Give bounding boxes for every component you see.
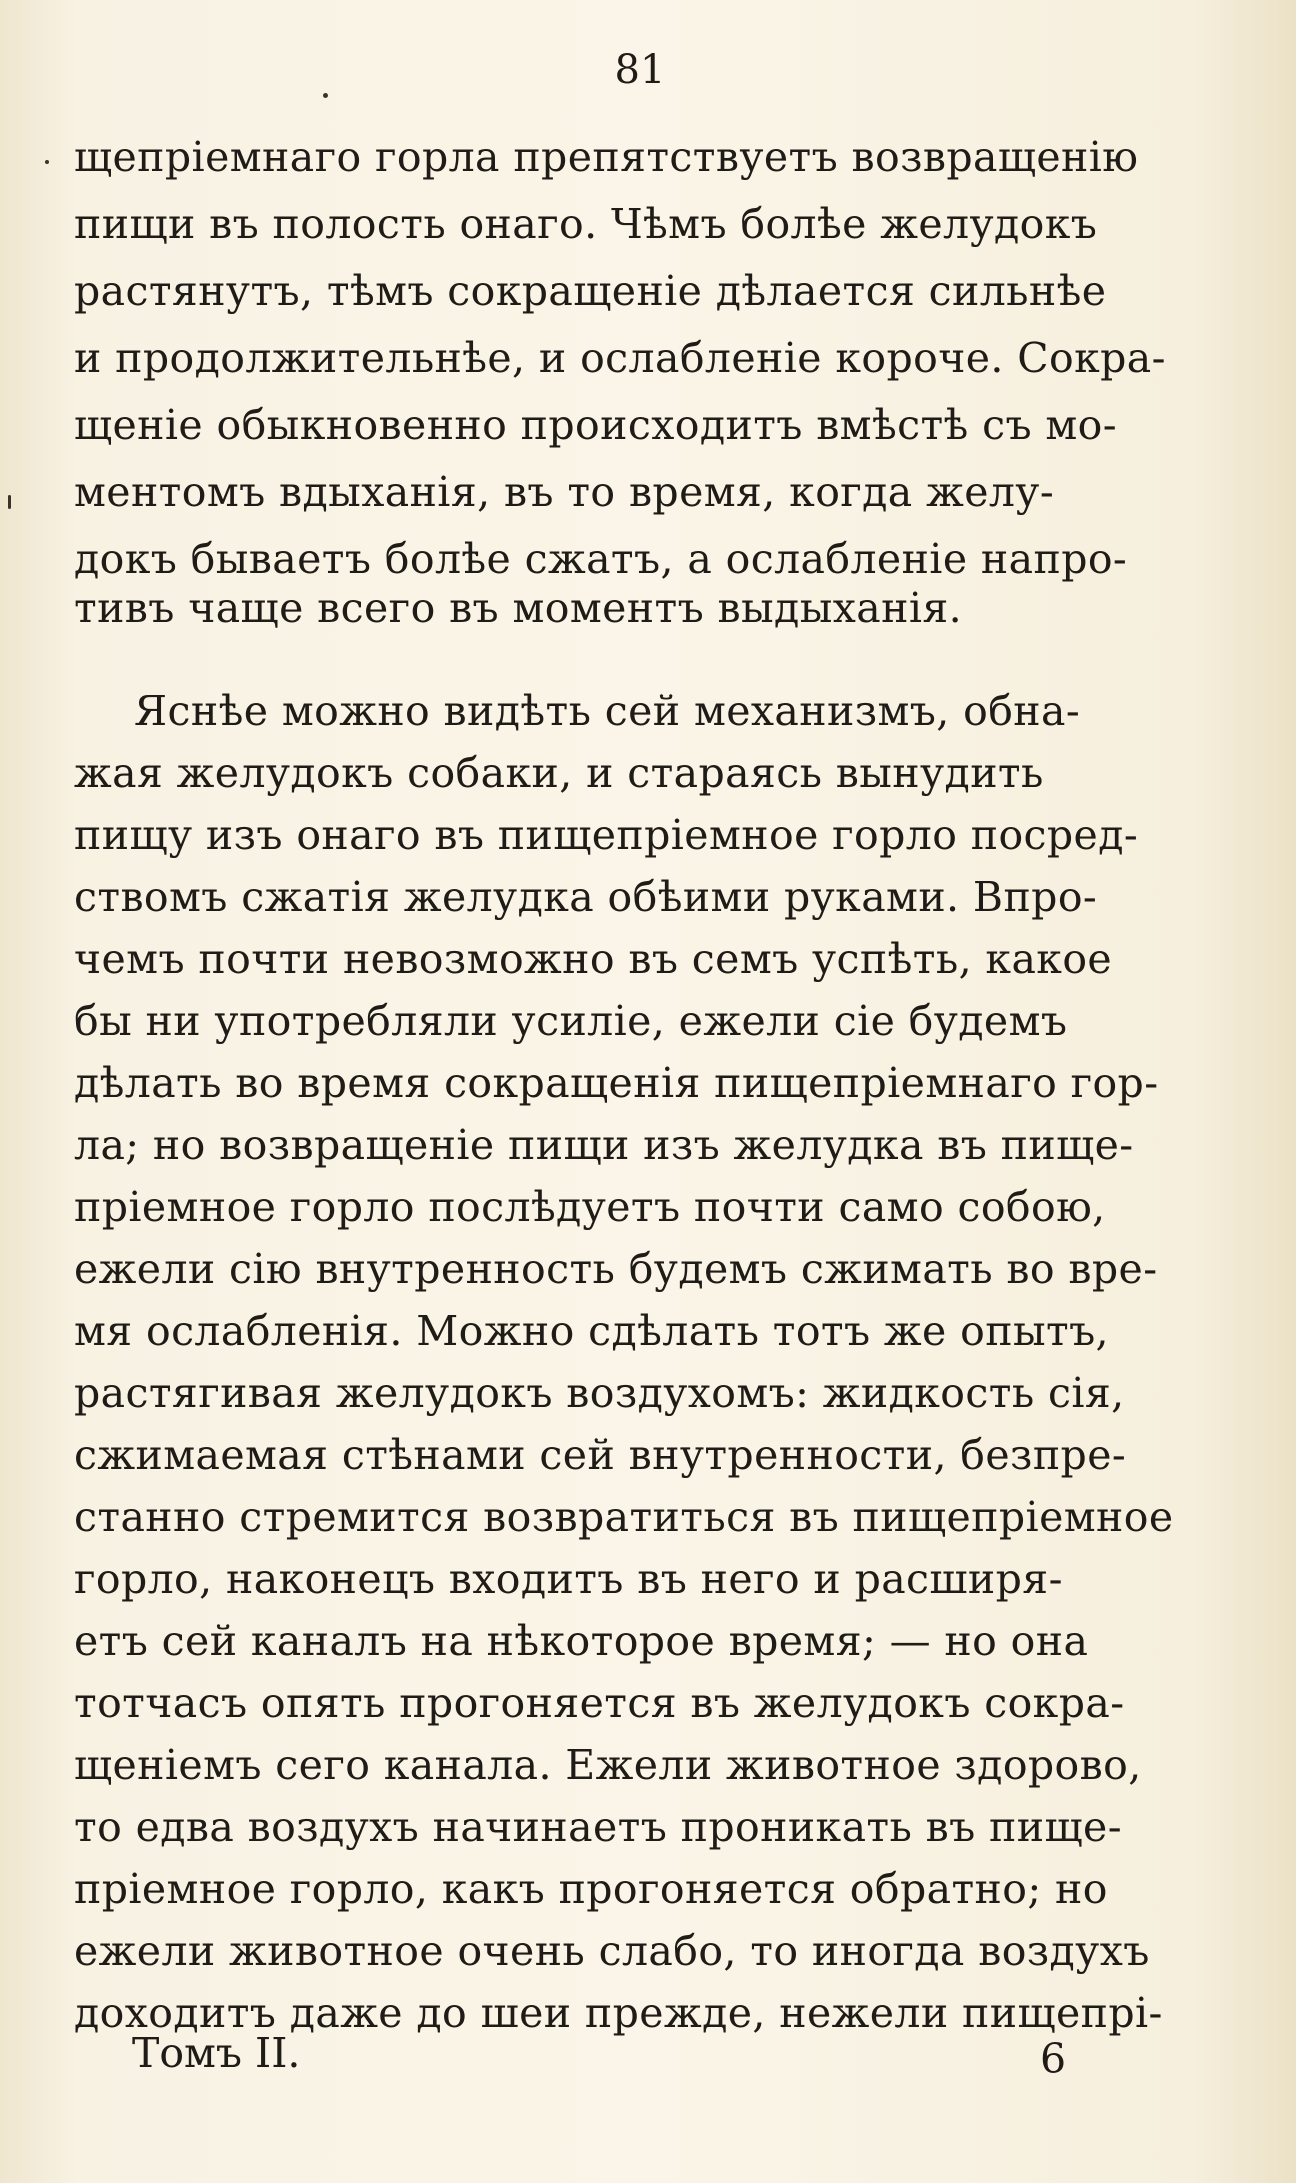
text-line: растягивая желудокъ воздухомъ: жидкость сія, xyxy=(74,1369,1125,1417)
text-line: ежели животное очень слабо, то иногда воздухъ xyxy=(74,1927,1150,1975)
text-line: тотчасъ опять прогоняется въ желудокъ сокра- xyxy=(74,1679,1125,1727)
page-number: 81 xyxy=(614,47,666,93)
text-line: сжимаемая стѣнами сей внутренности, безпре- xyxy=(74,1431,1127,1479)
text-line: Яснѣе можно видѣть сей механизмъ, обна- xyxy=(134,687,1081,735)
text-line: докъ бываетъ болѣе сжатъ, а ослабленіе напро- xyxy=(74,535,1128,583)
text-line: пріемное горло, какъ прогоняется обратно; но xyxy=(74,1865,1108,1913)
text-line: щепріемнаго горла препятствуетъ возвращенію xyxy=(74,133,1139,181)
text-line: пріемное горло послѣдуетъ почти само собою, xyxy=(74,1183,1106,1231)
text-line: растянутъ, тѣмъ сокращеніе дѣлается сильнѣе xyxy=(74,267,1107,315)
text-line: щеніе обыкновенно происходитъ вмѣстѣ съ мо- xyxy=(74,401,1118,449)
text-line: етъ сей каналъ на нѣкоторое время; — но она xyxy=(74,1617,1089,1665)
text-line: мя ослабленія. Можно сдѣлать тотъ же опытъ, xyxy=(74,1307,1109,1355)
text-line: бы ни употребляли усиліе, ежели сіе будемъ xyxy=(74,997,1068,1045)
text-line: пищи въ полость онаго. Чѣмъ болѣе желудокъ xyxy=(74,200,1098,248)
text-line: жая желудокъ собаки, и стараясь вынудить xyxy=(74,749,1044,797)
text-line: ментомъ вдыханія, въ то время, когда желу- xyxy=(74,468,1055,516)
text-line: пищу изъ онаго въ пищепріемное горло посред- xyxy=(74,811,1139,859)
signature-mark: Томъ II. xyxy=(132,2029,301,2077)
text-line: ла; но возвращеніе пищи изъ желудка въ пище- xyxy=(74,1121,1134,1169)
print-speck xyxy=(323,93,328,98)
text-line: и продолжительнѣе, и ослабленіе короче. Сокра- xyxy=(74,334,1166,382)
text-line: тивъ чаще всего въ моментъ выдыханія. xyxy=(74,584,963,632)
text-line: горло, наконецъ входитъ въ него и расширя- xyxy=(74,1555,1063,1603)
text-line: щеніемъ сего канала. Ежели животное здорово, xyxy=(74,1741,1142,1789)
print-speck xyxy=(8,495,11,509)
text-line: дѣлать во время сокращенія пищепріемнаго гор- xyxy=(74,1059,1159,1107)
print-speck xyxy=(45,160,49,164)
text-line: чемъ почти невозможно въ семъ успѣть, какое xyxy=(74,935,1113,983)
text-line: то едва воздухъ начинаетъ проникать въ пище- xyxy=(74,1803,1122,1851)
sheet-number: 6 xyxy=(1040,2035,1067,2083)
text-line: станно стремится возвратиться въ пищепріемное xyxy=(74,1493,1174,1541)
text-line: доходитъ даже до шеи прежде, нежели пищепрі- xyxy=(74,1989,1163,2037)
text-line: ствомъ сжатія желудка обѣими руками. Впро- xyxy=(74,873,1098,921)
text-line: ежели сію внутренность будемъ сжимать во вре- xyxy=(74,1245,1158,1293)
